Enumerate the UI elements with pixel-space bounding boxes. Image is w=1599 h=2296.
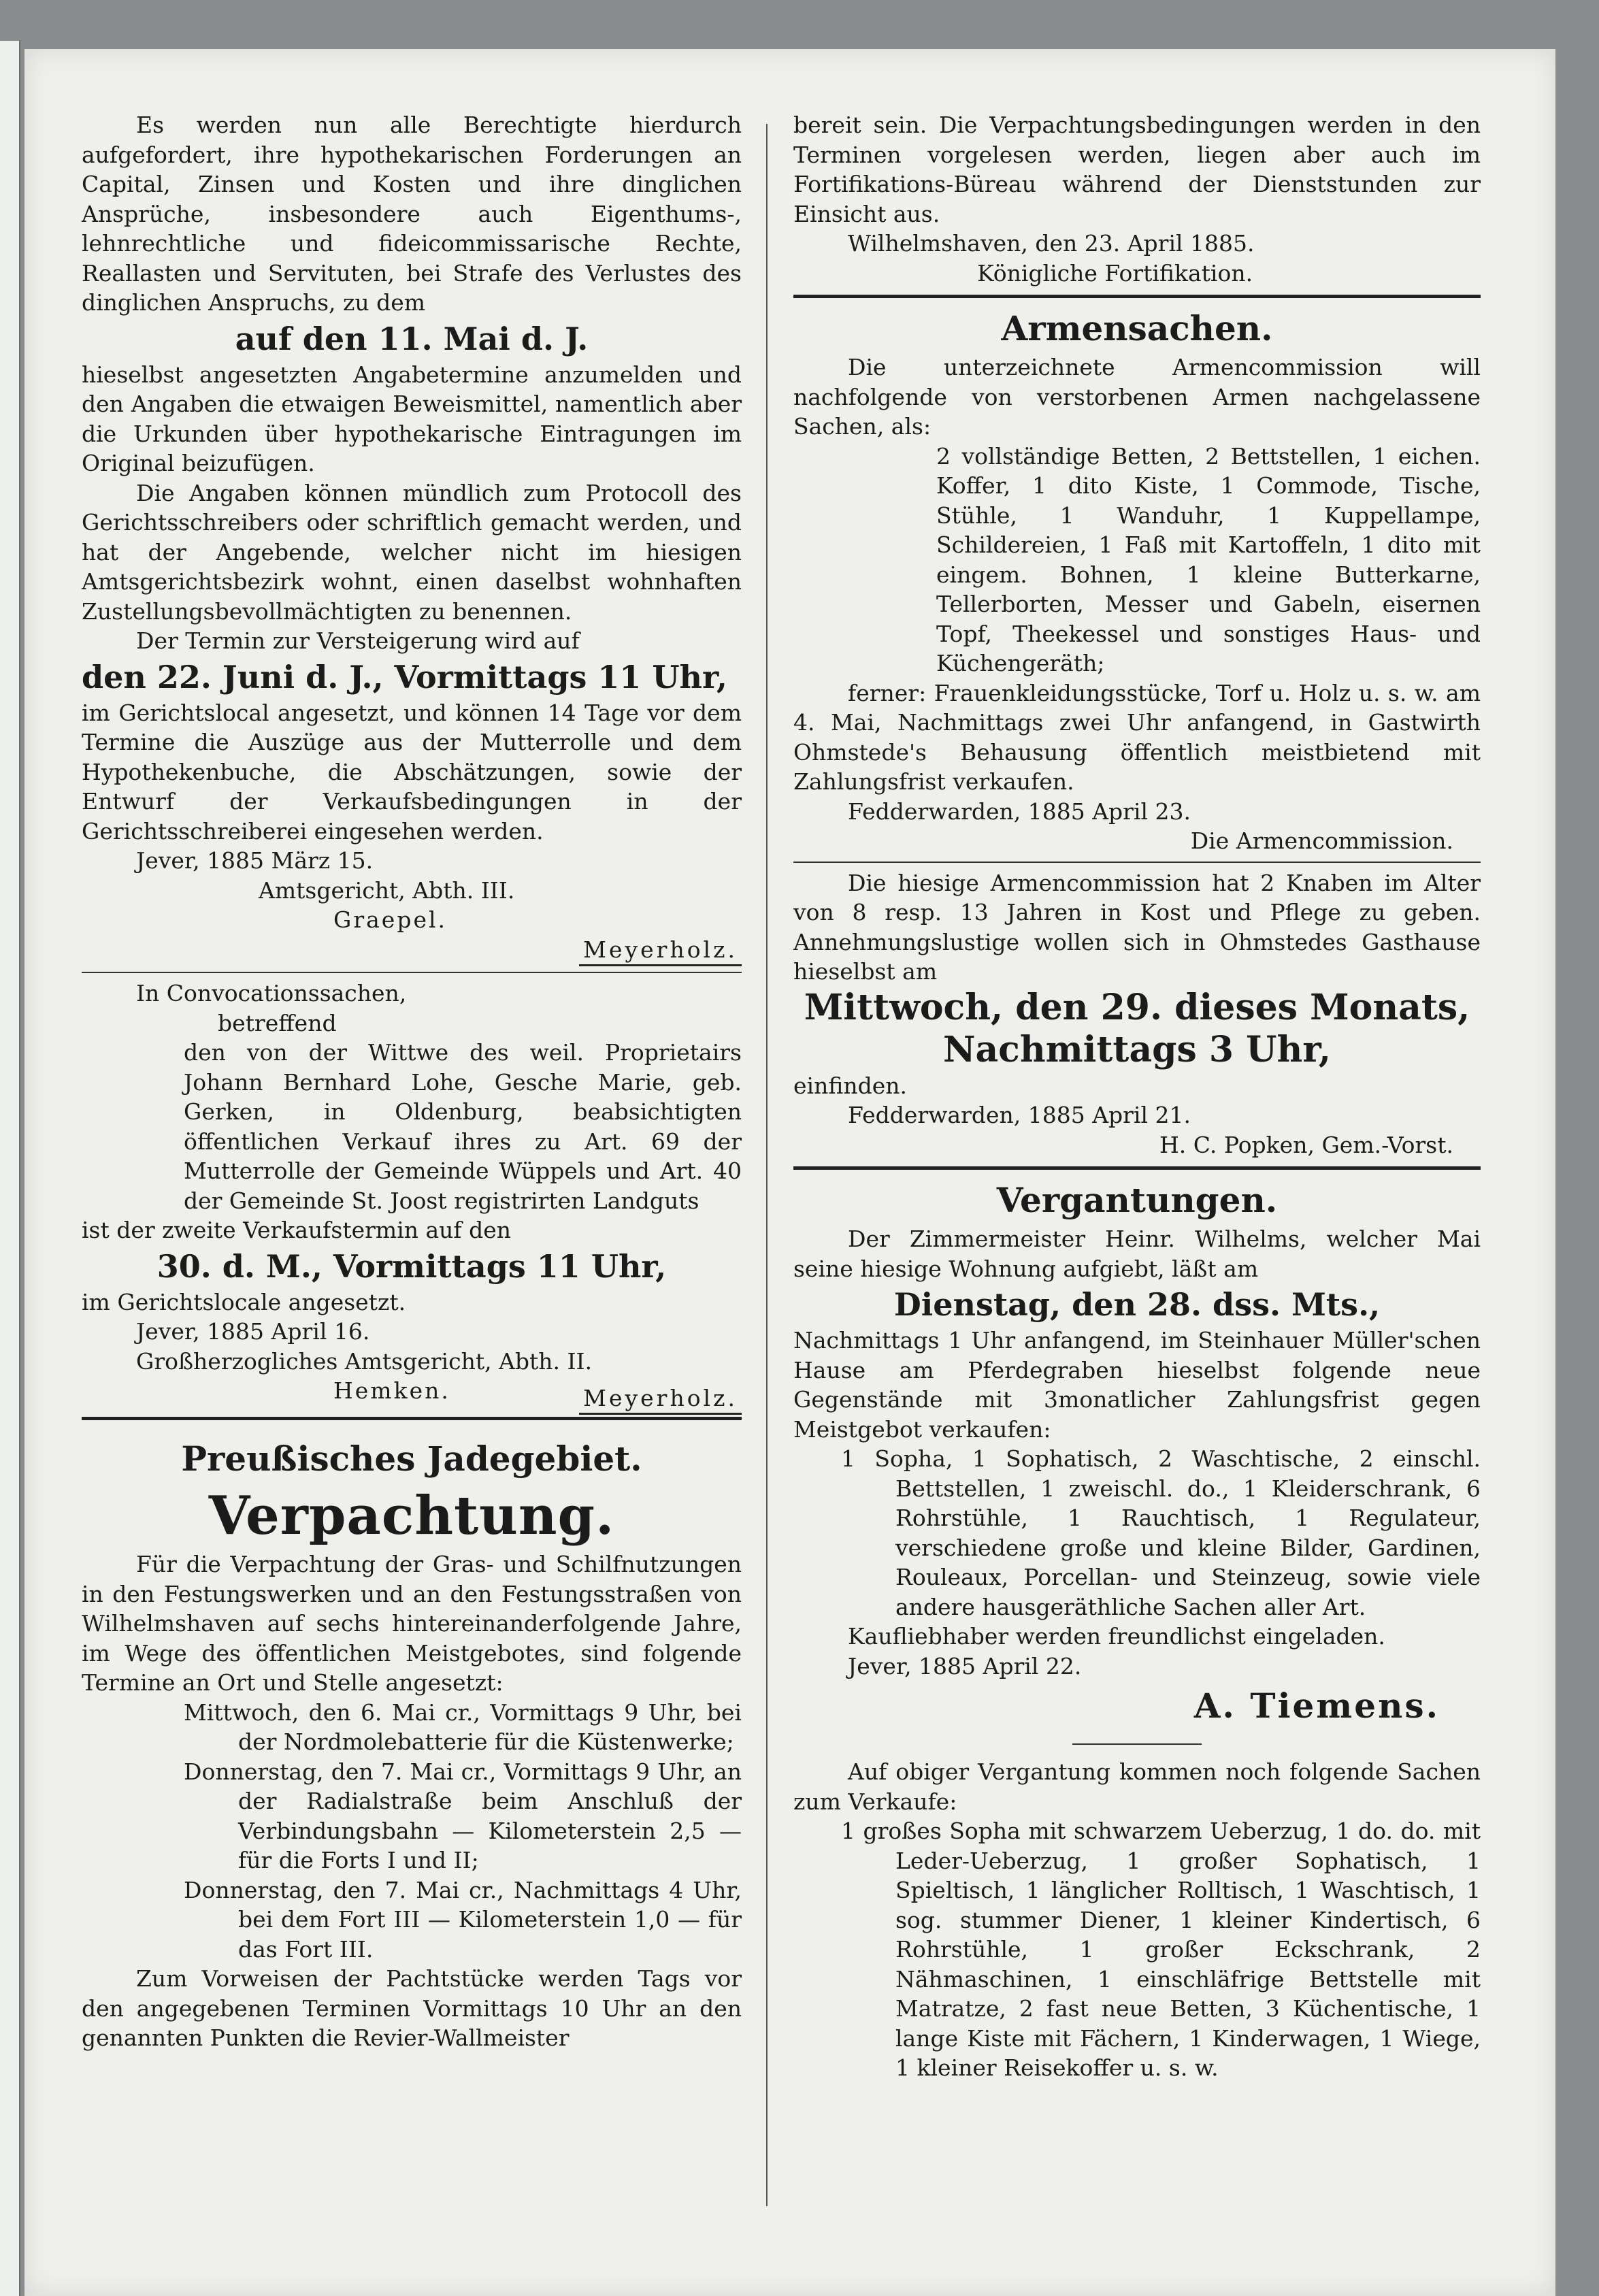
section-heading: Preußisches Jadegebiet.: [181, 1439, 642, 1479]
separator: [82, 1417, 742, 1420]
notice-text: Auf obiger Vergantung kommen noch folgende Sachen zum Verkaufe:: [793, 1758, 1481, 1815]
notice-text: ferner: Frauenkleidungsstücke, Torf u. Holz u. s. w. am 4. Mai, Nachmittags zwei Uhr anfangend, in Gastwirth Ohmstede's Behausung öffentlich meistbietend mit Zahlungsfrist verkaufen.: [793, 679, 1481, 795]
separator: [793, 295, 1481, 298]
notice-text: betreffend: [218, 1009, 337, 1036]
list-item: Mittwoch, den 6. Mai cr., Vormittags 9 Uhr, bei der Nordmolebatterie für die Küstenwerke;: [184, 1699, 742, 1755]
notice-knaben: [793, 868, 1481, 1160]
notice-date: auf den 11. Mai d. J.: [235, 320, 589, 357]
notice-verpachtung-cont: [793, 110, 1481, 288]
notice-text: Die unterzeichnete Armencommission will nachfolgende von verstorbenen Armen nachgelassene Sachen, als:: [793, 354, 1481, 440]
item-list: 2 vollständige Betten, 2 Bettstellen, 1 eichen. Koffer, 1 dito Kiste, 1 Commode, Tische, Stühle, 1 Wanduhr, 1 Kuppellampe, Schildereien, 1 Faß mit Kartoffeln, 1 dito mit eingem. Bohnen, 1 kleine Butterkarne, Tellerborten, Messer und Gabeln, eisernen Topf, Theekessel und sonstiges Haus- und Küchengeräth;: [936, 442, 1481, 676]
notice-text: einfinden.: [793, 1072, 907, 1099]
notice-text: Zum Vorweisen der Pachtstücke werden Tags vor den angegebenen Terminen Vormittags 10 Uhr an den genannten Punkten die Revier-Wallmeister: [82, 1965, 742, 2051]
notice-text: ist der zweite Verkaufstermin auf den: [82, 1217, 512, 1243]
notice-text: Der Termin zur Versteigerung wird auf: [136, 627, 580, 654]
clerk-signature: [82, 935, 742, 967]
notice-text: bereit sein. Die Verpachtungsbedingungen werden in den Terminen vorgelesen werden, liegen aber auch im Fortifikations-Büreau während der Dienststunden zur Einsicht aus.: [793, 112, 1481, 227]
notice-text: Die Angaben können mündlich zum Protocoll des Gerichtsschreibers oder schriftlich gemacht werden, und hat der Angebende, welcher nicht im hiesigen Amtsgerichtsbezirk wohnt, einen daselbst wohnhaften Zustellungsbevollmächtigten zu benennen.: [82, 479, 742, 625]
list-item: Donnerstag, den 7. Mai cr., Nachmittags 4 Uhr, bei dem Fort III — Kilometerstein 1,0 — für das Fort III.: [184, 1876, 742, 1963]
separator: [793, 862, 1481, 863]
left-column: [82, 110, 742, 2053]
notice-hypothek: [82, 110, 742, 966]
section-title: Verpachtung.: [208, 1485, 615, 1547]
notice-text: im Gerichtslocal angesetzt, und können 14 Tage vor dem Termine die Auszüge aus der Mutterrolle und dem Hypothekenbuche, die Abschätzungen, sowie der Entwurf der Verkaufsbedingungen in der Gerichtsschreiberei eingesehen werden.: [82, 699, 742, 844]
place-date: Jever, 1885 April 16.: [136, 1318, 370, 1345]
notice-text: Kaufliebhaber werden freundlichst eingeladen.: [848, 1623, 1385, 1650]
place-date: Jever, 1885 April 22.: [848, 1652, 1082, 1679]
signature: A. Tiemens.: [1193, 1686, 1440, 1726]
notice-text: den von der Wittwe des weil. Proprietairs Johann Bernhard Lohe, Gesche Marie, geb. Gerken, in Oldenburg, beabsichtigten öffentlichen Verkauf ihres zu Art. 69 der Mutterrolle der Gemeinde Wüppels und Art. 40 der Gemeinde St. Joost registrirten Landguts: [184, 1039, 742, 1214]
notice-convocation: [82, 979, 742, 1406]
notice-date: Mittwoch, den 29. dieses Monats,: [804, 986, 1470, 1028]
notice-time: Nachmittags 3 Uhr,: [942, 1028, 1332, 1070]
separator: [1072, 1743, 1202, 1745]
item-list: 1 großes Sopha mit schwarzem Ueberzug, 1 do. do. mit Leder-Ueberzug, 1 großer Sophatisch, 1 Spieltisch, 1 länglicher Rolltisch, 1 Waschtisch, 1 sog. stummer Diener, 1 kleiner Kindertisch, 6 Rohrstühle, 1 großer Eckschrank, 2 Nähmaschinen, 1 einschläfrige Bettstelle mit Matratze, 2 fast neue Betten, 3 Küchentische, 1 lange Kiste mit Fächern, 1 Kinderwagen, 1 Wiege, 1 kleiner Reisekoffer u. s. w.: [841, 1818, 1481, 2081]
notice-text: Nachmittags 1 Uhr anfangend, im Steinhauer Müller'schen Hause am Pferdegraben hieselbst folgende neue Gegenstände mit 3monatlicher Zahlungsfrist gegen Meistgebot verkaufen:: [793, 1327, 1481, 1443]
notice-text: im Gerichtslocale angesetzt.: [82, 1288, 406, 1315]
column-divider: [766, 124, 768, 2206]
notice-text: Für die Verpachtung der Gras- und Schilfnutzungen in den Festungswerken und an den Festungsstraßen von Wilhelmshaven auf sechs hintereinanderfolgende Jahre, im Wege des öffentlichen Meistgebotes, sind folgende Termine an Ort und Stelle angesetzt:: [82, 1551, 742, 1696]
court-name: Großherzogliches Amtsgericht, Abth. II.: [136, 1347, 593, 1375]
notice-text: In Convocationssachen,: [136, 980, 407, 1006]
signature: Königliche Fortifikation.: [977, 259, 1253, 286]
judge-name: Graepel.: [333, 906, 448, 933]
book-edge: [0, 41, 20, 2296]
clerk-name: Meyerholz.: [579, 1383, 742, 1415]
notice-text: Es werden nun alle Berechtigte hierdurch aufgefordert, ihre hypothekarischen Forderungen an Capital, Zinsen und Kosten und ihre dinglichen Ansprüche, insbesondere auch Eigenthums-, lehnrechtliche und fideicommissarische Rechte, Reallasten und Servituten, bei Strafe des Verlustes des dinglichen Anspruchs, zu dem: [82, 112, 742, 316]
notice-armensachen: [793, 305, 1481, 856]
notice-date: 30. d. M., Vormittags 11 Uhr,: [156, 1247, 667, 1285]
list-item: Donnerstag, den 7. Mai cr., Vormittags 9 Uhr, an der Radialstraße beim Anschluß der Verbindungsbahn — Kilometerstein 2,5 — für die Forts I und II;: [184, 1758, 742, 1873]
court-name: Amtsgericht, Abth. III.: [259, 876, 515, 904]
newspaper-page: [24, 49, 1555, 2296]
signature: Die Armencommission.: [1190, 827, 1453, 854]
separator: [82, 972, 742, 973]
judge-name: Hemken.: [333, 1377, 450, 1404]
notice-vergantungen: [793, 1177, 1481, 2083]
notice-date: den 22. Juni d. J., Vormittags 11 Uhr,: [82, 658, 727, 695]
notice-text: Die hiesige Armencommission hat 2 Knaben im Alter von 8 resp. 13 Jahren in Kost und Pflege zu geben. Annehmungslustige wollen sich in Ohmstedes Gasthause hieselbst am: [793, 869, 1481, 985]
place-date: Fedderwarden, 1885 April 21.: [848, 1102, 1191, 1128]
separator: [793, 1166, 1481, 1170]
place-date: Fedderwarden, 1885 April 23.: [848, 798, 1191, 825]
right-column: [793, 110, 1481, 2083]
place-date: Wilhelmshaven, den 23. April 1885.: [848, 230, 1255, 257]
signature: H. C. Popken, Gem.-Vorst.: [1159, 1131, 1453, 1158]
section-heading: Vergantungen.: [996, 1180, 1278, 1220]
section-heading: Armensachen.: [1001, 308, 1273, 348]
notice-date: Dienstag, den 28. dss. Mts.,: [893, 1286, 1381, 1323]
notice-text: Der Zimmermeister Heinr. Wilhelms, welcher Mai seine hiesige Wohnung aufgiebt, läßt am: [793, 1226, 1481, 1282]
notice-verpachtung: [82, 1435, 742, 2053]
clerk-name: Meyerholz.: [579, 935, 742, 967]
notice-text: hieselbst angesetzten Angabetermine anzumelden und den Angaben die etwaigen Beweismittel, namentlich aber die Urkunden über hypothekarische Eintragungen im Original beizufügen.: [82, 361, 742, 476]
item-list: 1 Sopha, 1 Sophatisch, 2 Waschtische, 2 einschl. Bettstellen, 1 zweischl. do., 1 Kleiderschrank, 6 Rohrstühle, 1 Rauchtisch, 1 Regulateur, verschiedene große und kleine Bilder, Gardinen, Rouleaux, Porcellan- und Steinzeug, sowie viele andere hausgeräthliche Sachen aller Art.: [841, 1445, 1481, 1620]
place-date: Jever, 1885 März 15.: [136, 847, 374, 874]
